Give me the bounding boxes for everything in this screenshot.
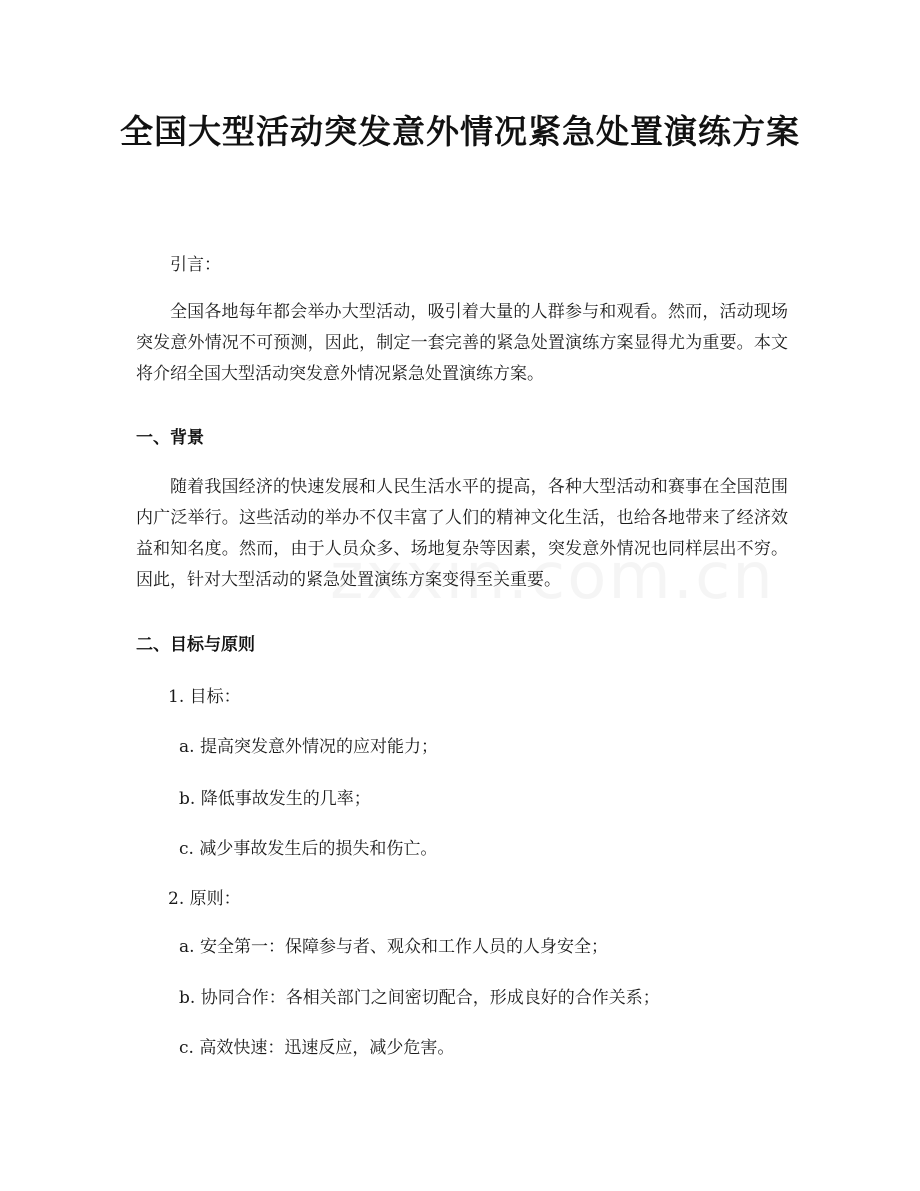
intro-label: 引言：	[170, 255, 221, 275]
principle-item: a. 安全第一：保障参与者、观众和工作人员的人身安全；	[179, 937, 608, 957]
background-paragraph: 随着我国经济的快速发展和人民生活水平的提高，各种大型活动和赛事在全国范围内广泛举行。这些活动的举办不仅丰富了人们的精神文化生活，也给各地带来了经济效益和知名度。然而，由于人员众多、场地复杂等因素，突发意外情况也同样层出不穷。因此，针对大型活动的紧急处置演练方案变得至关重要。	[136, 477, 788, 590]
section-heading-goals-principles: 二、目标与原则	[136, 635, 255, 655]
goals-label: 1. 目标：	[168, 687, 241, 707]
goal-item: a. 提高突发意外情况的应对能力；	[179, 737, 438, 757]
goal-item: b. 降低事故发生的几率；	[179, 789, 371, 809]
document-title: 全国大型活动突发意外情况紧急处置演练方案	[120, 112, 800, 151]
principle-item: c. 高效快速：迅速反应，减少危害。	[179, 1038, 455, 1058]
principles-label: 2. 原则：	[168, 889, 241, 909]
principle-item: b. 协同合作：各相关部门之间密切配合，形成良好的合作关系；	[179, 988, 660, 1008]
intro-paragraph: 全国各地每年都会举办大型活动，吸引着大量的人群参与和观看。然而，活动现场突发意外情况不可预测，因此，制定一套完善的紧急处置演练方案显得尤为重要。本文将介绍全国大型活动突发意外情况紧急处置演练方案。	[136, 302, 788, 384]
section-heading-background: 一、背景	[136, 428, 204, 448]
goal-item: c. 减少事故发生后的损失和伤亡。	[179, 839, 438, 859]
